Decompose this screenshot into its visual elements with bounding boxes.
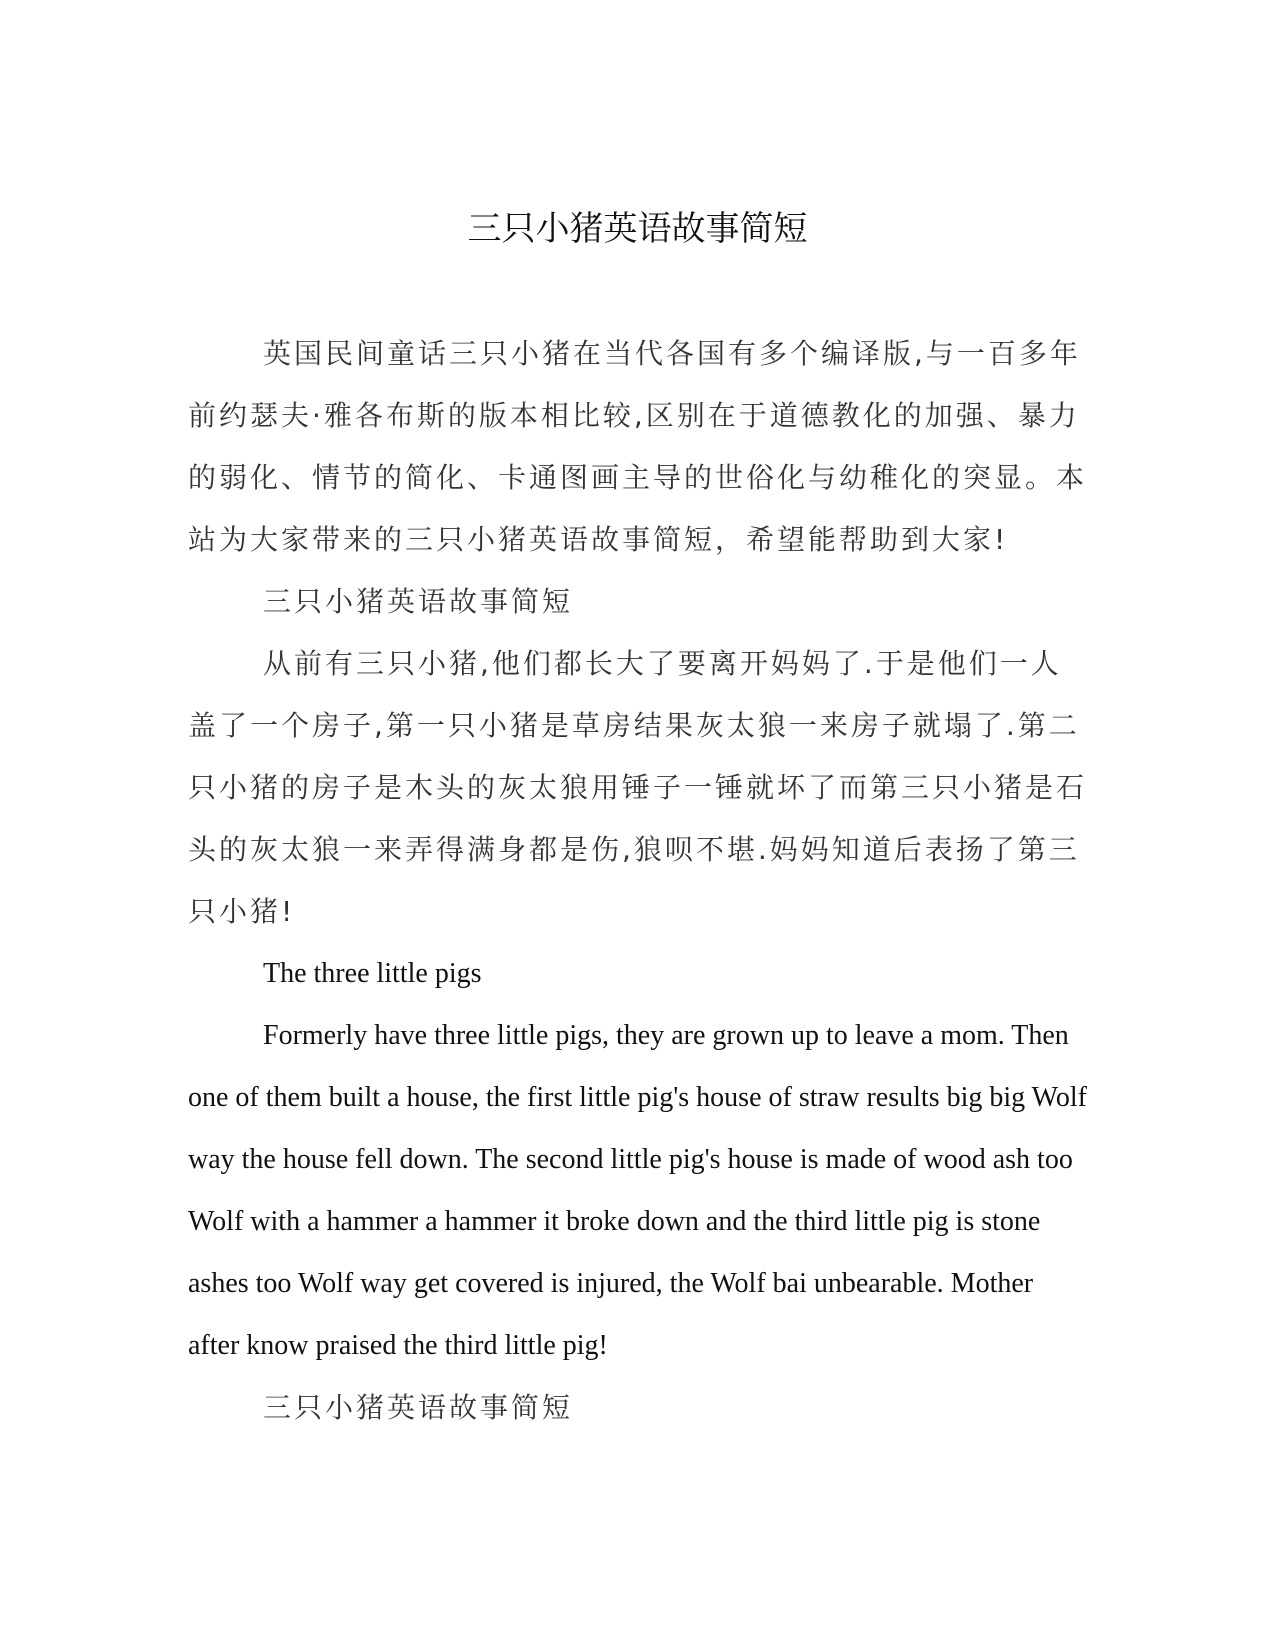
document-body (188, 323, 1088, 1439)
section-heading: 三只小猪英语故事简短 (263, 585, 574, 618)
section-heading-repeat: 三只小猪英语故事简短 (263, 1391, 574, 1424)
english-story-title: The three little pigs (263, 958, 482, 989)
document-title: 三只小猪英语故事简短 (467, 209, 808, 249)
english-story-paragraph: Formerly have three little pigs, they are grown up to leave a mom. Then one of them built a house, the first little pig's house of straw results big big Wolf way the house fell down. The second little pig's house is made of wood ash too Wolf with a hammer a hammer it broke down and the third little pig is stone ashes too Wolf way get covered is injured, the Wolf bai unbearable. Mother after know praised the third little pig! (188, 1020, 1087, 1361)
intro-paragraph: 英国民间童话三只小猪在当代各国有多个编译版,与一百多年前约瑟夫·雅各布斯的版本相比较,区别在于道德教化的加强、暴力的弱化、情节的简化、卡通图画主导的世俗化与幼稚化的突显。本站为大家带来的三只小猪英语故事简短，希望能帮助到大家! (188, 337, 1088, 556)
chinese-story-paragraph: 从前有三只小猪,他们都长大了要离开妈妈了.于是他们一人盖了一个房子,第一只小猪是草房结果灰太狼一来房子就塌了.第二只小猪的房子是木头的灰太狼用锤子一锤就坏了而第三只小猪是石头的灰太狼一来弄得满身都是伤,狼呗不堪.妈妈知道后表扬了第三只小猪! (188, 647, 1088, 928)
